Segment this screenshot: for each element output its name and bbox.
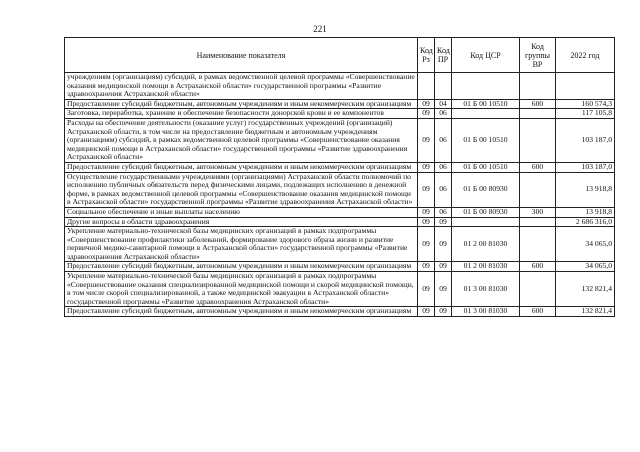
cell-name: Осуществление государственными учреждениями (организациями) Астраханской области полномочий по исполнению публичных обязательств перед физическими лицами, подлежащих исполнению в денежной форме, в рамках ведомственной целевой программы «Совершенствование оказания медицинской помощи в Астраханской области» государственной программы «Развитие здравоохранения Астраханской области» <box>65 172 418 207</box>
header-pr: Код ПР <box>435 38 452 73</box>
table-header-row <box>65 38 615 73</box>
cell-name: Заготовка, переработка, хранение и обеспечение безопасности донорской крови и ее компонентов <box>65 109 418 119</box>
cell-vr: 600 <box>520 262 556 272</box>
cell-pr: 06 <box>435 162 452 172</box>
cell-rz: 09 <box>418 262 435 272</box>
cell-vr <box>520 172 556 207</box>
header-vr: Код группы ВР <box>520 38 556 73</box>
cell-pr: 06 <box>435 172 452 207</box>
cell-vr: 600 <box>520 307 556 317</box>
cell-csr <box>452 73 520 100</box>
cell-rz: 09 <box>418 99 435 109</box>
cell-csr: 01 2 00 81030 <box>452 262 520 272</box>
cell-csr <box>452 217 520 227</box>
cell-name: Предоставление субсидий бюджетным, автономным учреждениям и иным некоммерческим организациям <box>65 162 418 172</box>
cell-name: учреждениям (организациям) субсидий, в рамках ведомственной целевой программы «Совершенствование оказания медицинской помощи в Астраханской области» государственной программы «Развитие здравоохранения Астраханской области» <box>65 73 418 100</box>
cell-vr: 600 <box>520 99 556 109</box>
cell-name: Предоставление субсидий бюджетным, автономным учреждениям и иным некоммерческим организациям <box>65 262 418 272</box>
cell-amount: 117 105,8 <box>556 109 615 119</box>
cell-rz: 09 <box>418 227 435 262</box>
cell-amount: 132 821,4 <box>556 307 615 317</box>
cell-csr: 01 3 00 81030 <box>452 272 520 307</box>
table-row <box>65 118 615 162</box>
cell-amount <box>556 73 615 100</box>
table-row <box>65 99 615 109</box>
cell-rz: 09 <box>418 207 435 217</box>
cell-name: Предоставление субсидий бюджетным, автономным учреждениям и иным некоммерческим организациям <box>65 99 418 109</box>
cell-rz: 09 <box>418 217 435 227</box>
cell-amount: 103 187,0 <box>556 162 615 172</box>
table-row <box>65 227 615 262</box>
cell-csr: 01 2 00 81030 <box>452 227 520 262</box>
cell-amount: 103 187,0 <box>556 118 615 162</box>
cell-csr: 01 Б 00 10510 <box>452 118 520 162</box>
cell-amount: 34 065,0 <box>556 262 615 272</box>
cell-amount: 13 918,8 <box>556 172 615 207</box>
cell-pr: 06 <box>435 118 452 162</box>
page-number: 221 <box>313 24 327 34</box>
cell-rz: 09 <box>418 172 435 207</box>
cell-name: Расходы на обеспечение деятельности (оказание услуг) государственных учреждений (организаций) Астраханской области, в том числе на предоставление бюджетным и автономным учреждениям (организациям) субсидий, в рамках ведомственной целевой программы «Совершенствование оказания медицинской помощи в Астраханской области» государственной программы «Развитие здравоохранения Астраханской области» <box>65 118 418 162</box>
cell-csr: 01 Б 00 10510 <box>452 99 520 109</box>
cell-name: Другие вопросы в области здравоохранения <box>65 217 418 227</box>
cell-rz: 09 <box>418 272 435 307</box>
cell-csr: 01 Б 00 10510 <box>452 162 520 172</box>
header-name: Наименование показателя <box>65 38 418 73</box>
table-row <box>65 262 615 272</box>
cell-rz: 09 <box>418 307 435 317</box>
table-row <box>65 307 615 317</box>
cell-csr: 01 3 00 81030 <box>452 307 520 317</box>
cell-rz: 09 <box>418 118 435 162</box>
cell-vr <box>520 272 556 307</box>
table-row <box>65 73 615 100</box>
cell-name: Укрепление материально-технической базы медицинских организаций в рамках подпрограммы «Совершенствование профилактики заболеваний, формирование здорового образа жизни и развитие первичной медико-санитарной помощи в Астраханской области» государственной программы «Развитие здравоохранения Астраханской области» <box>65 227 418 262</box>
cell-csr: 01 Б 00 80930 <box>452 172 520 207</box>
cell-pr: 09 <box>435 307 452 317</box>
cell-vr <box>520 109 556 119</box>
cell-name: Предоставление субсидий бюджетным, автономным учреждениям и иным некоммерческим организациям <box>65 307 418 317</box>
cell-vr: 300 <box>520 207 556 217</box>
cell-pr <box>435 73 452 100</box>
cell-amount: 132 821,4 <box>556 272 615 307</box>
cell-amount: 34 065,0 <box>556 227 615 262</box>
cell-vr: 600 <box>520 162 556 172</box>
header-rz: Код Рз <box>418 38 435 73</box>
table-row <box>65 272 615 307</box>
cell-rz <box>418 73 435 100</box>
cell-pr: 09 <box>435 217 452 227</box>
cell-amount: 2 686 316,0 <box>556 217 615 227</box>
cell-pr: 04 <box>435 99 452 109</box>
cell-pr: 06 <box>435 207 452 217</box>
cell-csr: 01 Б 00 80930 <box>452 207 520 217</box>
table-row <box>65 207 615 217</box>
cell-rz: 09 <box>418 162 435 172</box>
cell-vr <box>520 227 556 262</box>
cell-pr: 09 <box>435 272 452 307</box>
cell-csr <box>452 109 520 119</box>
cell-rz: 09 <box>418 109 435 119</box>
cell-name: Социальное обеспечение и иные выплаты населению <box>65 207 418 217</box>
table-row <box>65 109 615 119</box>
cell-pr: 06 <box>435 109 452 119</box>
table-row <box>65 162 615 172</box>
cell-vr <box>520 217 556 227</box>
cell-pr: 09 <box>435 262 452 272</box>
header-csr: Код ЦСР <box>452 38 520 73</box>
cell-pr: 09 <box>435 227 452 262</box>
cell-amount: 160 574,3 <box>556 99 615 109</box>
header-year: 2022 год <box>556 38 615 73</box>
table-row <box>65 172 615 207</box>
cell-vr <box>520 73 556 100</box>
cell-vr <box>520 118 556 162</box>
cell-name: Укрепление материально-технической базы медицинских организаций в рамках подпрограммы «Совершенствование оказания специализированной медицинской помощи и скорой медицинской помощи, в том числе скорой специализированной, а также медицинской эвакуации в Астраханской области» государственной программы «Развитие здравоохранения Астраханской области» <box>65 272 418 307</box>
table-row <box>65 217 615 227</box>
cell-amount: 13 918,8 <box>556 207 615 217</box>
budget-table <box>64 37 615 317</box>
